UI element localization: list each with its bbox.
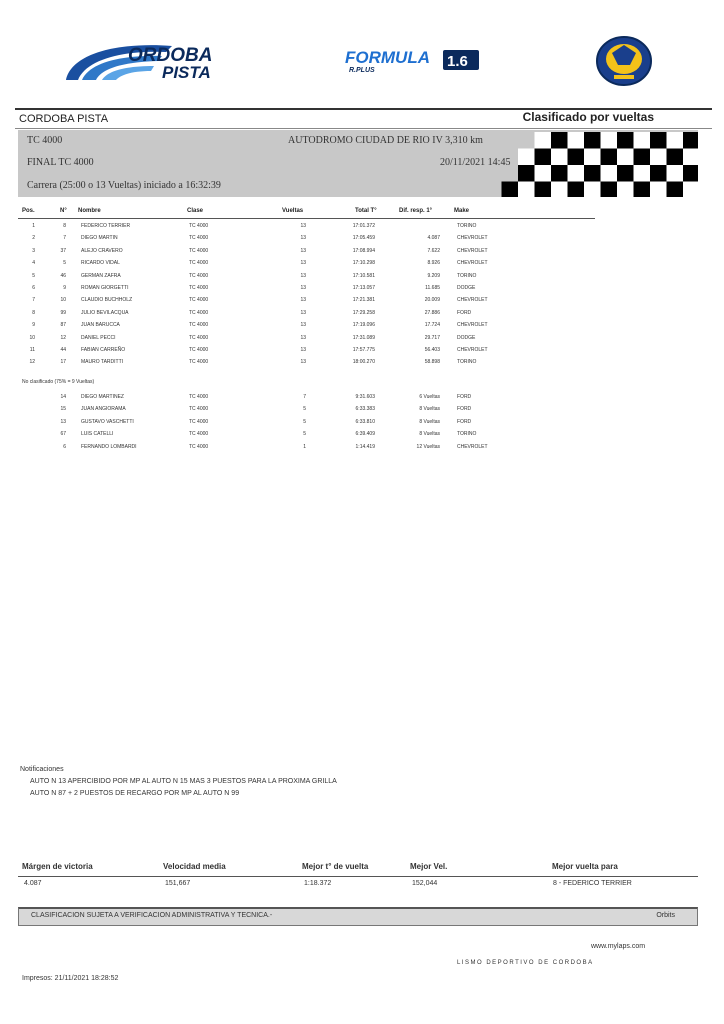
cell-num: 7 [63, 235, 66, 242]
svg-text:R.PLUS: R.PLUS [349, 67, 375, 74]
document-title: Clasificado por vueltas [522, 110, 654, 124]
cell-diff: 29.717 [424, 334, 440, 341]
cell-total: 6:33.810 [355, 418, 375, 425]
cell-make: CHEVROLET [457, 297, 488, 304]
cell-diff: 11.685 [425, 285, 440, 291]
cell-diff: 9.209 [427, 272, 440, 279]
cell-diff: 7.622 [427, 247, 440, 254]
cell-laps: 13 [300, 347, 306, 353]
svg-text:ORDOBA: ORDOBA [128, 45, 213, 66]
cell-laps: 13 [300, 297, 306, 304]
cell-laps: 5 [303, 406, 306, 413]
cell-class: TC 4000 [189, 297, 209, 304]
svg-text:PISTA: PISTA [162, 63, 211, 82]
title-bar [15, 108, 712, 129]
cell-pos: 12 [29, 359, 35, 366]
best-vel-label: Mejor Vel. [410, 862, 448, 871]
cell-name: ALEJO CRAVERO [81, 247, 123, 254]
cell-make: FORD [457, 309, 472, 316]
printed-timestamp: Impresos: 21/11/2021 18:28:52 [22, 975, 119, 982]
website-link[interactable]: www.mylaps.com [591, 943, 646, 950]
category-label: TC 4000 [27, 135, 63, 146]
cell-num: 37 [60, 247, 66, 254]
cell-name: DIEGO MARTIN [81, 235, 118, 242]
cell-laps: 13 [300, 235, 306, 242]
best-lap-label: Mejor t° de vuelta [302, 862, 369, 871]
cell-laps: 5 [303, 418, 306, 425]
table-row [0, 441, 724, 453]
organizer-name: LISMO DEPORTIVO DE CORDOBA [457, 960, 594, 966]
cell-diff: 17.724 [424, 322, 440, 329]
cell-class: TC 4000 [189, 418, 209, 425]
cell-make: CHEVROLET [457, 322, 488, 329]
cell-total: 17:29.258 [352, 309, 375, 316]
cell-name: JUAN BARUCCA [81, 322, 120, 329]
col-class: Clase [187, 208, 204, 214]
cell-diff: 58.898 [424, 359, 440, 366]
cell-class: TC 4000 [189, 285, 209, 291]
cell-laps: 1 [303, 443, 306, 450]
cell-laps: 13 [300, 223, 306, 229]
cell-diff: 12 Vueltas [416, 443, 440, 450]
cell-diff: 8 Vueltas [419, 418, 440, 425]
cell-make: CHEVROLET [457, 443, 488, 450]
cell-class: TC 4000 [189, 406, 209, 413]
header-divider [18, 218, 595, 219]
datetime-label: 20/11/2021 14:45 [440, 157, 511, 168]
cell-pos: 11 [29, 347, 35, 353]
cell-num: 12 [60, 334, 66, 341]
table-row [0, 356, 724, 368]
cell-laps: 5 [303, 431, 306, 438]
cell-total: 1:14.419 [355, 443, 375, 450]
notification-item: AUTO N 13 APERCIBIDO POR MP AL AUTO N 15 MAS 3 PUESTOS PARA LA PROXIMA GRILLA [30, 778, 337, 785]
notifications-title: Notificaciones [20, 766, 64, 773]
cell-make: TORINO [457, 272, 477, 279]
cell-num: 8 [63, 223, 66, 229]
cell-pos: 7 [32, 297, 35, 304]
best-vel-value: 152,044 [412, 880, 438, 887]
race-label: Carrera (25:00 o 13 Vueltas) iniciado a 16:32:39 [27, 180, 221, 191]
cell-class: TC 4000 [189, 260, 209, 267]
speed-label: Velocidad media [163, 862, 226, 871]
cell-class: TC 4000 [189, 235, 209, 242]
cell-diff: 56.403 [424, 347, 440, 353]
cell-make: CHEVROLET [457, 260, 488, 267]
cell-num: 99 [60, 309, 66, 316]
col-make: Make [454, 208, 470, 214]
table-row [0, 332, 724, 344]
cell-total: 6:33.383 [355, 406, 375, 413]
cell-pos: 3 [32, 247, 35, 254]
cell-total: 17:10.581 [352, 272, 375, 279]
cell-num: 15 [60, 406, 66, 413]
cell-make: CHEVROLET [457, 235, 488, 242]
svg-text:1.6: 1.6 [447, 53, 468, 70]
cell-laps: 13 [300, 359, 306, 366]
cell-diff: 20.009 [424, 297, 440, 304]
svg-text:FORMULA: FORMULA [345, 48, 430, 67]
cell-name: LUIS CATELLI [81, 431, 114, 438]
cell-pos: 6 [32, 285, 35, 291]
cell-laps: 13 [300, 285, 306, 291]
cell-name: JUAN ANGIORAMA [81, 406, 126, 413]
col-diff: Dif. resp. 1° [399, 208, 433, 214]
cell-num: 87 [60, 322, 66, 329]
cell-name: GERMAN ZAFRA [81, 272, 121, 279]
cell-name: JULIO BEVILACQUA [81, 309, 129, 316]
table-row [0, 344, 724, 356]
cell-num: 67 [60, 431, 66, 438]
cell-name: CLAUDIO BUCHHOLZ [81, 297, 133, 304]
cell-pos: 10 [29, 334, 35, 341]
cell-num: 10 [60, 297, 66, 304]
best-for-label: Mejor vuelta para [552, 862, 618, 871]
cell-num: 44 [60, 347, 66, 353]
col-laps: Vueltas [282, 208, 304, 214]
cell-total: 17:57.775 [352, 347, 375, 353]
table-row [0, 220, 724, 232]
cell-pos: 5 [32, 272, 35, 279]
cell-make: TORINO [457, 431, 477, 438]
cell-class: TC 4000 [189, 347, 209, 353]
cell-diff: 6 Vueltas [419, 394, 440, 400]
cell-name: GUSTAVO VASCHETTI [81, 418, 134, 425]
verification-notice-bar [18, 907, 698, 926]
cell-total: 6:39.409 [355, 431, 375, 438]
cell-diff: 27.886 [424, 309, 440, 316]
speed-value: 151,667 [165, 880, 191, 887]
cell-class: TC 4000 [189, 443, 209, 450]
circuit-label: AUTODROMO CIUDAD DE RIO IV 3,310 km [288, 135, 483, 146]
cell-laps: 13 [300, 272, 306, 279]
cell-make: FORD [457, 394, 472, 400]
cell-diff: 8 Vueltas [419, 406, 440, 413]
cell-laps: 13 [300, 309, 306, 316]
cell-total: 17:05.459 [352, 235, 375, 242]
cell-total: 17:10.298 [352, 260, 375, 267]
cell-make: CHEVROLET [457, 347, 488, 353]
table-row [0, 416, 724, 428]
cell-make: FORD [457, 406, 472, 413]
table-row [0, 257, 724, 269]
cell-class: TC 4000 [189, 431, 209, 438]
cell-class: TC 4000 [189, 223, 209, 229]
formula-16-logo [343, 46, 481, 74]
table-row [0, 232, 724, 244]
table-row [0, 307, 724, 319]
not-classified-title: No clasificado (75% = 9 Vueltas) [22, 379, 95, 385]
cell-name: FEDERICO TERRIER [81, 223, 131, 229]
cell-class: TC 4000 [189, 247, 209, 254]
verification-notice: CLASIFICACION SUJETA A VERIFICACION ADMINISTRATIVA Y TECNICA.- [31, 912, 273, 919]
cell-total: 18:00.270 [352, 359, 375, 366]
cordoba-pista-logo [62, 40, 232, 82]
cell-make: TORINO [457, 223, 477, 229]
table-row [0, 391, 724, 403]
notification-item: AUTO N 87 + 2 PUESTOS DE RECARGO POR MP AL AUTO N 99 [30, 790, 240, 797]
cell-total: 17:01.372 [352, 223, 375, 229]
cell-pos: 2 [32, 235, 35, 242]
cell-name: DANIEL PECCI [81, 334, 116, 341]
orbits-brand: Orbits [656, 912, 675, 919]
cell-num: 17 [60, 359, 66, 366]
col-pos: Pos. [22, 208, 35, 214]
cell-laps: 13 [300, 260, 306, 267]
cell-total: 17:19.096 [352, 322, 375, 329]
table-row [0, 245, 724, 257]
table-row [0, 270, 724, 282]
cell-class: TC 4000 [189, 309, 209, 316]
cell-name: FABIAN CARREÑO [81, 347, 126, 353]
col-num: N° [60, 208, 67, 214]
cell-num: 6 [63, 443, 66, 450]
cell-total: 17:13.057 [352, 285, 375, 291]
cell-make: DODGE [457, 285, 476, 291]
cell-name: FERNANDO LOMBARDI [81, 443, 137, 450]
cell-num: 5 [63, 260, 66, 267]
cell-laps: 7 [303, 394, 306, 400]
cell-laps: 13 [300, 334, 306, 341]
cell-pos: 9 [32, 322, 35, 329]
table-row [0, 319, 724, 331]
table-row [0, 294, 724, 306]
best-for-value: 8 - FEDERICO TERRIER [553, 880, 632, 887]
table-row [0, 282, 724, 294]
cell-total: 17:21.381 [352, 297, 375, 304]
cell-name: MAURO TARDITTI [81, 359, 124, 366]
cell-make: TORINO [457, 359, 477, 366]
cell-class: TC 4000 [189, 359, 209, 366]
cell-laps: 13 [300, 247, 306, 254]
margin-value: 4.087 [24, 880, 42, 887]
col-name: Nombre [78, 208, 101, 214]
table-row [0, 403, 724, 415]
table-row [0, 428, 724, 440]
cell-make: CHEVROLET [457, 247, 488, 254]
cell-num: 13 [60, 418, 66, 425]
cell-pos: 8 [32, 309, 35, 316]
best-lap-value: 1:18.372 [304, 880, 332, 887]
cell-pos: 1 [32, 223, 35, 229]
cell-make: DODGE [457, 334, 476, 341]
cell-name: RICARDO VIDAL [81, 260, 120, 267]
cell-make: FORD [457, 418, 472, 425]
cell-total: 17:08.994 [352, 247, 375, 254]
cell-num: 14 [60, 394, 66, 400]
cell-name: DIEGO MARTINEZ [81, 394, 124, 400]
col-total: Total T° [355, 208, 377, 214]
venue-name: CORDOBA PISTA [19, 113, 109, 125]
cell-diff: 4.087 [427, 235, 440, 242]
cell-class: TC 4000 [189, 272, 209, 279]
automovil-club-logo [594, 35, 654, 87]
cell-num: 9 [63, 285, 66, 291]
cell-class: TC 4000 [189, 322, 209, 329]
cell-total: 9:31.603 [355, 394, 375, 400]
cell-num: 46 [60, 272, 66, 279]
cell-pos: 4 [32, 260, 35, 267]
cell-name: ROMAN GIORGETTI [81, 285, 129, 291]
stats-divider [18, 876, 698, 877]
cell-diff: 8.926 [427, 260, 440, 267]
cell-class: TC 4000 [189, 334, 209, 341]
margin-label: Márgen de victoria [22, 862, 93, 871]
cell-total: 17:31.089 [352, 334, 375, 341]
cell-class: TC 4000 [189, 394, 209, 400]
cell-laps: 13 [300, 322, 306, 329]
cell-diff: 8 Vueltas [419, 431, 440, 438]
session-label: FINAL TC 4000 [27, 157, 94, 168]
